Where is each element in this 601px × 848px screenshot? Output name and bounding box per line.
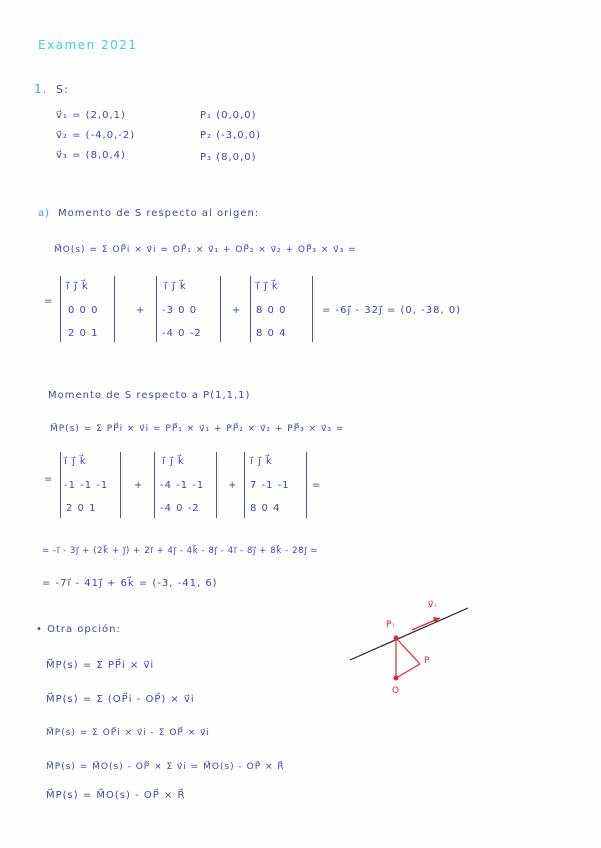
- segment-p-pi: [396, 638, 420, 664]
- det1-row2: 0 0 0: [68, 305, 99, 316]
- det2-row2: -3 0 0: [162, 305, 198, 316]
- det3b-row2: 7 -1 -1: [250, 480, 290, 491]
- sketch-pi-label: Pᵢ: [386, 620, 396, 630]
- point-1: P₁ (0,0,0): [200, 110, 257, 121]
- plus-sign: +: [134, 480, 144, 491]
- vector-2: v⃗₂ = (-4,0,-2): [56, 130, 136, 141]
- det1-row3: 2 0 1: [68, 328, 99, 339]
- det1-row1: i⃗ j⃗ k⃗: [66, 281, 89, 292]
- other-line-2: M⃗P(s) = Σ (OP⃗i - OP⃗) × v⃗i: [46, 694, 195, 705]
- part-b-heading: Momento de S respecto a P(1,1,1): [48, 390, 251, 401]
- part-a-heading: Momento de S respecto al origen:: [58, 208, 260, 219]
- other-line-1: M⃗P(s) = Σ PP⃗i × v⃗i: [46, 660, 155, 671]
- part-b-equation: M⃗P(s) = Σ PP⃗i × v⃗i = PP⃗₁ × v⃗₁ + PP⃗₂ × v⃗₂ + PP⃗₃ × v⃗₃ =: [50, 424, 345, 434]
- other-line-3: M⃗P(s) = Σ OP⃗i × v⃗i - Σ OP⃗ × v⃗i: [46, 728, 210, 738]
- vector-3: v⃗₃ = (8,0,4): [56, 150, 126, 161]
- vector-1: v⃗₁ = (2,0,1): [56, 110, 126, 121]
- origin-dot: [394, 676, 399, 681]
- system-label: S:: [56, 83, 69, 96]
- det3b-row3: 8 0 4: [250, 503, 281, 514]
- sketch-o-label: O: [392, 686, 401, 696]
- det3-row1: i⃗ j⃗ k⃗: [256, 281, 279, 292]
- equals-sign: =: [44, 296, 54, 307]
- det3-row3: 8 0 4: [256, 328, 287, 339]
- det3-row2: 8 0 0: [256, 305, 287, 316]
- plus-sign: +: [232, 305, 242, 316]
- det2b-row2: -4 -1 -1: [160, 480, 205, 491]
- equals-sign: =: [44, 474, 54, 485]
- det2b-row3: -4 0 -2: [160, 503, 200, 514]
- part-b-result: = -7i⃗ - 41j⃗ + 6k⃗ = (-3, -41, 6): [42, 578, 218, 589]
- det3b-row1: i⃗ j⃗ k⃗: [250, 456, 273, 467]
- plus-sign: +: [136, 305, 146, 316]
- point-2: P₂ (-3,0,0): [200, 130, 262, 141]
- other-line-4: M⃗P(s) = M⃗O(s) - OP⃗ × Σ v⃗i = M⃗O(s) - OP⃗ × R⃗: [46, 762, 285, 772]
- segment-o-p: [396, 664, 420, 678]
- problem-number: 1.: [34, 82, 48, 96]
- part-a-equation: M⃗O(s) = Σ OP⃗i × v⃗i = OP⃗₁ × v⃗₁ + OP⃗₂ × v⃗₂ + OP⃗₃ × v⃗₃ =: [54, 245, 357, 255]
- det1b-row2: -1 -1 -1: [64, 480, 109, 491]
- plus-sign: +: [228, 480, 238, 491]
- det2-row1: i⃗ j⃗ k⃗: [164, 281, 187, 292]
- sketch-vi-label: v⃗ᵢ: [428, 600, 437, 610]
- page-title: Examen 2021: [38, 38, 138, 52]
- sketch-p-label: P: [424, 656, 431, 666]
- det1b-row3: 2 0 1: [66, 503, 97, 514]
- det1b-row1: i⃗ j⃗ k⃗: [64, 456, 87, 467]
- other-heading: • Otra opción:: [36, 624, 121, 635]
- part-a-result: = -6j⃗ - 32j⃗ = (0, -38, 0): [322, 305, 462, 316]
- other-line-5: M⃗P(s) = M⃗O(s) - OP⃗ × R⃗: [46, 790, 186, 801]
- det2b-row1: i⃗ j⃗ k⃗: [162, 456, 185, 467]
- det2-row3: -4 0 -2: [162, 328, 202, 339]
- equals-sign: =: [312, 480, 322, 491]
- point-3: P₃ (8,0,0): [200, 152, 257, 163]
- part-b-expansion: = -i⃗ - 3j⃗ + (2k⃗ + j⃗) + 2i⃗ + 4j⃗ - 4k⃗ - 8j⃗ - 4i⃗ - 8j⃗ + 8k⃗ - 28j⃗ =: [42, 546, 319, 556]
- part-a-label: a): [38, 208, 51, 219]
